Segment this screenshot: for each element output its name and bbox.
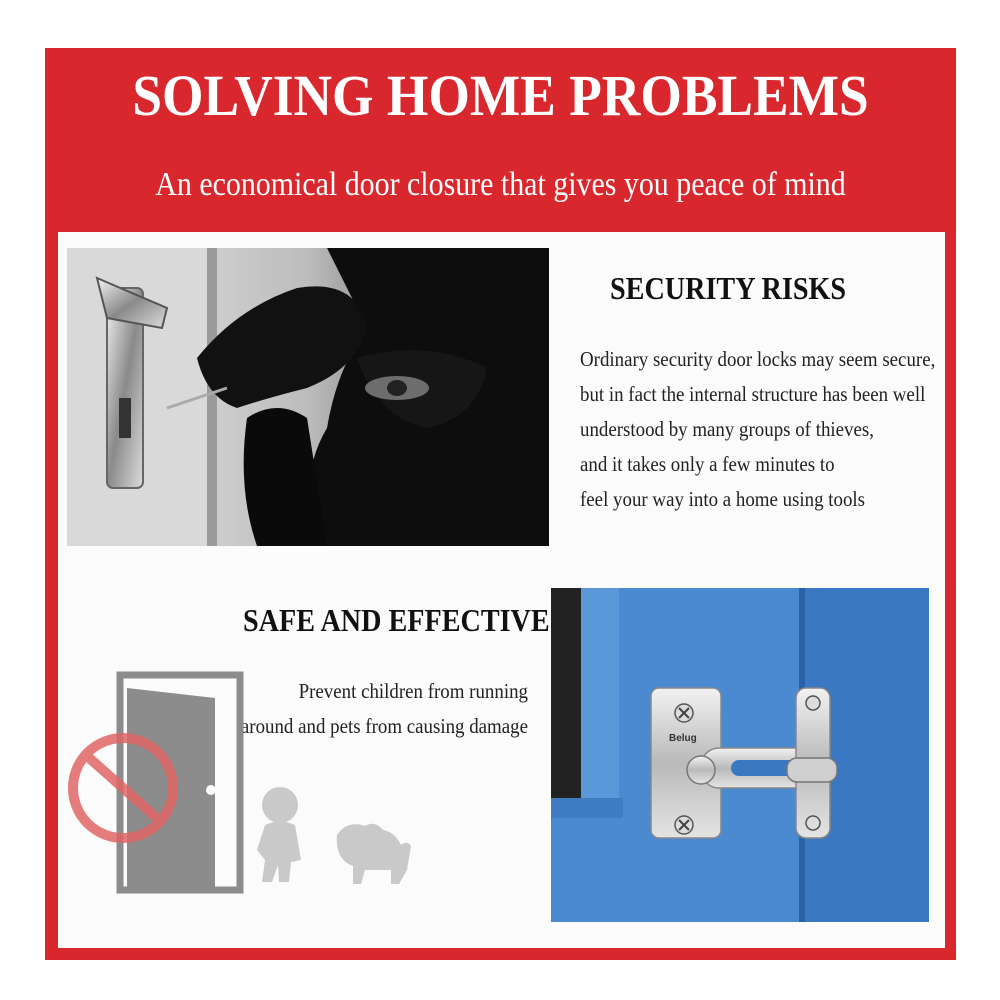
door-icon (120, 675, 240, 890)
burglar-illustration (67, 248, 549, 546)
security-line: and it takes only a few minutes to (580, 452, 835, 476)
security-risks-heading: SECURITY RISKS (610, 270, 847, 306)
burglar-photo (67, 248, 549, 546)
security-line: Ordinary security door locks may seem secure, (580, 347, 936, 371)
door-latch-illustration (551, 588, 929, 922)
security-line: feel your way into a home using tools (580, 487, 866, 511)
product-photo (551, 588, 929, 922)
dog-icon (337, 824, 411, 884)
security-line: but in fact the internal structure has been well (580, 382, 926, 406)
security-risks-text (580, 342, 935, 517)
safe-effective-heading: SAFE AND EFFECTIVE (243, 602, 550, 638)
safe-line: around and pets from causing damage (240, 714, 528, 738)
child-icon (257, 787, 301, 882)
page-title: SOLVING HOME PROBLEMS (132, 63, 869, 128)
security-line: understood by many groups of thieves, (580, 417, 874, 441)
brand-label: Belug (669, 733, 697, 744)
safe-line: Prevent children from running (298, 679, 528, 703)
no-entry-illustration (65, 670, 425, 900)
page-subtitle: An economical door closure that gives you peace of mind (155, 166, 846, 203)
